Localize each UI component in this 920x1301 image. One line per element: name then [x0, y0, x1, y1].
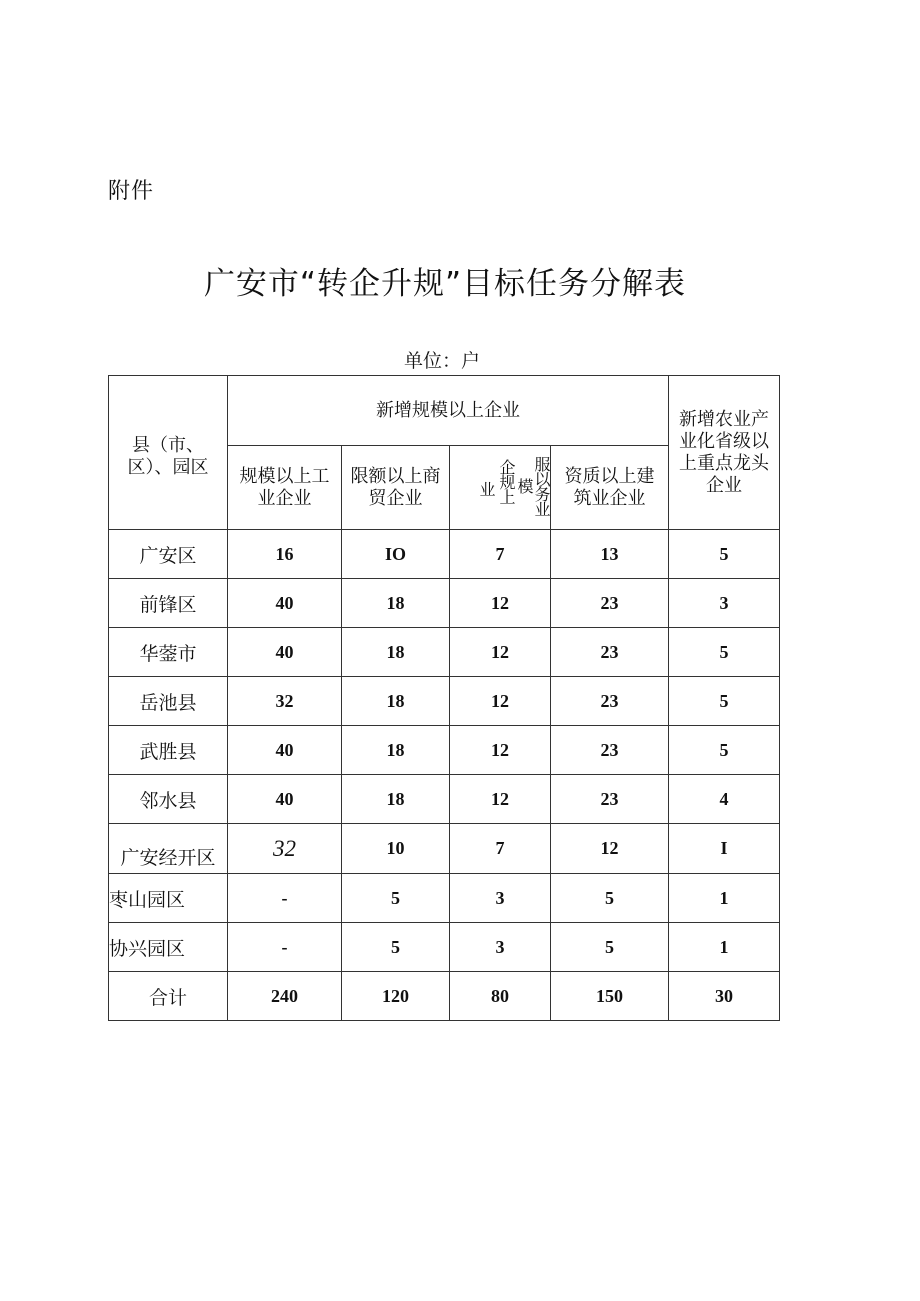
trade-value: 18 — [342, 775, 450, 824]
industrial-value: 40 — [228, 579, 342, 628]
header-service: 业 企规上 服以务业模 — [450, 446, 551, 530]
industrial-value: 16 — [228, 530, 342, 579]
construction-value: 5 — [551, 923, 669, 972]
trade-value: 18 — [342, 677, 450, 726]
agri-value: 1 — [669, 923, 780, 972]
total-row — [109, 972, 780, 1021]
table-row — [109, 726, 780, 775]
table-row — [109, 874, 780, 923]
region-name: 枣山园区 — [109, 874, 228, 923]
total-label: 合计 — [109, 972, 228, 1021]
target-table — [108, 375, 780, 1021]
service-value: 3 — [450, 874, 551, 923]
region-name: 邻水县 — [109, 775, 228, 824]
agri-value: 5 — [669, 530, 780, 579]
trade-value: IO — [342, 530, 450, 579]
header-new-enterprises: 新增规模以上企业 — [228, 376, 669, 446]
construction-value: 23 — [551, 677, 669, 726]
construction-value: 23 — [551, 775, 669, 824]
trade-value: 5 — [342, 923, 450, 972]
industrial-value: 32 — [228, 677, 342, 726]
trade-value: 18 — [342, 726, 450, 775]
header-trade: 限额以上商贸企业 — [342, 446, 450, 530]
agri-value: 4 — [669, 775, 780, 824]
industrial-value: - — [228, 923, 342, 972]
table-row — [109, 677, 780, 726]
construction-total: 150 — [551, 972, 669, 1021]
construction-value: 23 — [551, 628, 669, 677]
table-row — [109, 923, 780, 972]
service-value: 3 — [450, 923, 551, 972]
industrial-value: 40 — [228, 726, 342, 775]
construction-value: 23 — [551, 726, 669, 775]
service-value: 12 — [450, 579, 551, 628]
header-region: 县（市、区）、园区 — [109, 376, 228, 530]
attachment-label: 附件 — [108, 179, 155, 204]
agri-value: 1 — [669, 874, 780, 923]
unit-label: 单位：户 — [404, 350, 481, 372]
region-name: 广安区 — [109, 530, 228, 579]
header-agri-leading: 新增农业产业化省级以上重点龙头企业 — [669, 376, 780, 530]
table-row — [109, 628, 780, 677]
construction-value: 12 — [551, 824, 669, 874]
region-name: 广安经开区 — [109, 824, 228, 874]
trade-value: 5 — [342, 874, 450, 923]
table-row — [109, 775, 780, 824]
service-value: 12 — [450, 628, 551, 677]
agri-total: 30 — [669, 972, 780, 1021]
region-name: 华蓥市 — [109, 628, 228, 677]
region-name: 武胜县 — [109, 726, 228, 775]
service-value: 7 — [450, 824, 551, 874]
construction-value: 23 — [551, 579, 669, 628]
trade-value: 10 — [342, 824, 450, 874]
table-row — [109, 530, 780, 579]
region-name: 前锋区 — [109, 579, 228, 628]
construction-value: 13 — [551, 530, 669, 579]
trade-value: 18 — [342, 628, 450, 677]
service-value: 12 — [450, 726, 551, 775]
header-industrial: 规模以上工业企业 — [228, 446, 342, 530]
table-row — [109, 579, 780, 628]
service-total: 80 — [450, 972, 551, 1021]
table-row — [109, 824, 780, 874]
region-name: 岳池县 — [109, 677, 228, 726]
agri-value: 5 — [669, 628, 780, 677]
service-value: 12 — [450, 677, 551, 726]
industrial-value: 40 — [228, 628, 342, 677]
agri-value: 5 — [669, 677, 780, 726]
construction-value: 5 — [551, 874, 669, 923]
agri-value: I — [669, 824, 780, 874]
industrial-value: 40 — [228, 775, 342, 824]
page-title: 广安市“转企升规”目标任务分解表 — [203, 266, 687, 302]
industrial-value: - — [228, 874, 342, 923]
region-name: 协兴园区 — [109, 923, 228, 972]
trade-total: 120 — [342, 972, 450, 1021]
service-value: 7 — [450, 530, 551, 579]
industrial-total: 240 — [228, 972, 342, 1021]
agri-value: 3 — [669, 579, 780, 628]
industrial-value: 32 — [228, 824, 342, 874]
trade-value: 18 — [342, 579, 450, 628]
agri-value: 5 — [669, 726, 780, 775]
header-construction: 资质以上建筑业企业 — [551, 446, 669, 530]
service-value: 12 — [450, 775, 551, 824]
